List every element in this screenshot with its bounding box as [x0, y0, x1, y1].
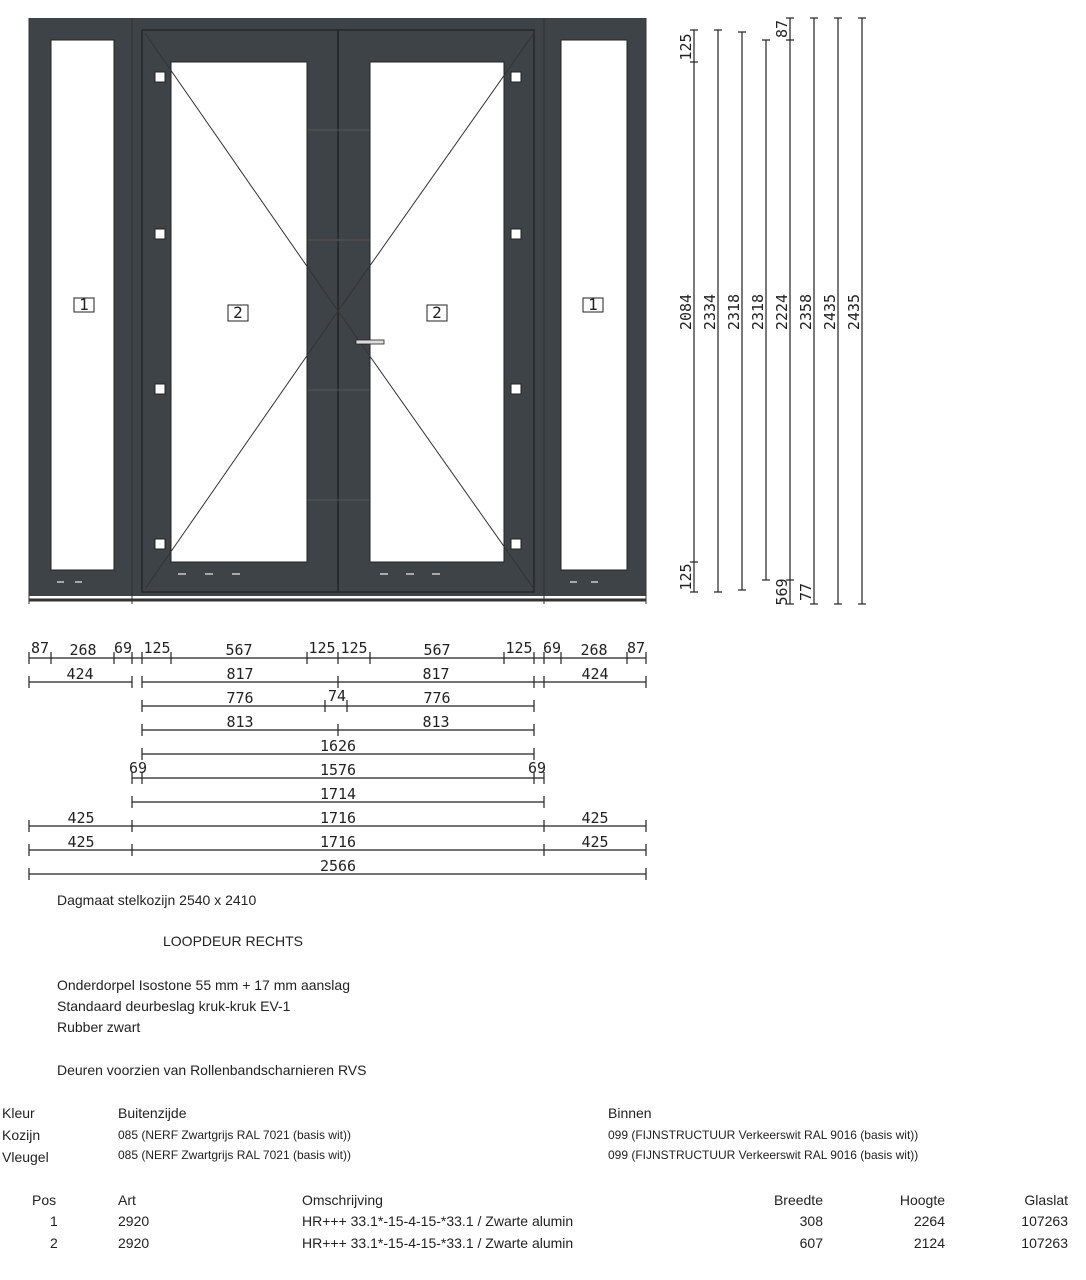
cell-glaslat: 107263 [1021, 1213, 1068, 1229]
vdim-2318-b: 2318 [749, 293, 767, 331]
hdim-r6-3: 69 [527, 759, 547, 777]
cell-pos: 2 [50, 1235, 58, 1251]
pane-tag-3: 2 [432, 303, 442, 322]
cell-hoogte: 2264 [913, 1213, 945, 1229]
vdim-2358: 2358 [797, 293, 815, 331]
kleur-label: Kleur [2, 1105, 35, 1121]
hdim-r1-5: 567 [225, 641, 253, 659]
vdim-125-bottom: 125 [677, 563, 695, 591]
horizontal-dimension-labels [31, 639, 645, 875]
hdim-r3-2: 74 [327, 687, 347, 705]
vleugel-buiten: 085 (NERF Zwartgrijs RAL 7021 (basis wit)) [118, 1148, 351, 1162]
hdim-r5-1: 1626 [319, 737, 357, 755]
vdim-87: 87 [773, 19, 791, 39]
vdim-2435-b: 2435 [845, 293, 863, 331]
vdim-2334: 2334 [701, 293, 719, 331]
kozijn-label: Kozijn [2, 1127, 41, 1143]
pane-tag-1: 1 [79, 295, 89, 314]
hdim-r1-11: 268 [580, 641, 608, 659]
note-loopdeur: LOOPDEUR RECHTS [163, 933, 304, 949]
kozijn-binnen: 099 (FIJNSTRUCTUUR Verkeerswit RAL 9016 (basis wit)) [608, 1128, 919, 1142]
hdim-r1-7: 125 [340, 639, 368, 657]
note-rubber: Rubber zwart [57, 1019, 141, 1035]
note-dagmaat: Dagmaat stelkozijn 2540 x 2410 [57, 892, 257, 908]
hdim-r8-2: 1716 [319, 809, 357, 827]
th-pos: Pos [32, 1192, 57, 1208]
note-onderdorpel: Onderdorpel Isostone 55 mm + 17 mm aanslag [57, 977, 350, 993]
vdim-2224: 2224 [773, 293, 791, 331]
pane-tag-2: 2 [233, 303, 243, 322]
hdim-r6-2: 1576 [319, 761, 357, 779]
hdim-r6-1: 69 [128, 759, 148, 777]
pane-tag-4: 1 [588, 295, 598, 314]
hdim-r1-9: 125 [505, 639, 533, 657]
cell-hoogte: 2124 [913, 1235, 945, 1251]
hdim-r1-12: 87 [626, 639, 646, 657]
hdim-r1-6: 125 [308, 639, 336, 657]
hdim-r9-2: 1716 [319, 833, 357, 851]
hdim-r2-3: 817 [422, 665, 450, 683]
vertical-dimension-labels [677, 20, 863, 606]
th-breedte: Breedte [773, 1192, 823, 1208]
hdim-r7-1: 1714 [319, 785, 357, 803]
cell-breedte: 308 [799, 1213, 823, 1229]
hdim-r3-3: 776 [423, 689, 451, 707]
cell-glaslat: 107263 [1021, 1235, 1068, 1251]
cell-omschrijving: HR+++ 33.1*-15-4-15-*33.1 / Zwarte alumin [302, 1213, 574, 1229]
vdim-2084: 2084 [677, 293, 695, 331]
vleugel-label: Vleugel [2, 1149, 49, 1165]
vdim-2318-a: 2318 [725, 293, 743, 331]
hdim-r1-3: 69 [113, 639, 133, 657]
cell-omschrijving: HR+++ 33.1*-15-4-15-*33.1 / Zwarte alumin [302, 1235, 574, 1251]
cell-art: 2920 [118, 1235, 150, 1251]
hdim-r4-1: 813 [226, 713, 254, 731]
hdim-r10-1: 2566 [319, 857, 357, 875]
hdim-r8-1: 425 [67, 809, 95, 827]
cell-pos: 1 [50, 1213, 58, 1229]
th-hoogte: Hoogte [899, 1192, 945, 1208]
cell-art: 2920 [118, 1213, 150, 1229]
kozijn-buiten: 085 (NERF Zwartgrijs RAL 7021 (basis wit)) [118, 1128, 351, 1142]
hdim-r4-2: 813 [422, 713, 450, 731]
th-omschrijving: Omschrijving [302, 1192, 383, 1208]
th-glaslat: Glaslat [1024, 1192, 1068, 1208]
hdim-r2-4: 424 [581, 665, 609, 683]
hdim-r3-1: 776 [226, 689, 254, 707]
note-scharnieren: Deuren voorzien van Rollenbandscharnieren RVS [57, 1062, 367, 1078]
hdim-r8-3: 425 [581, 809, 609, 827]
hdim-r1-2: 268 [69, 641, 97, 659]
hdim-r1-1: 87 [30, 639, 50, 657]
hdim-r9-3: 425 [581, 833, 609, 851]
note-beslag: Standaard deurbeslag kruk-kruk EV-1 [57, 998, 291, 1014]
vleugel-binnen: 099 (FIJNSTRUCTUUR Verkeerswit RAL 9016 (basis wit)) [608, 1148, 919, 1162]
vdim-125-top: 125 [677, 33, 695, 61]
door-handle-icon [356, 340, 384, 344]
hdim-r1-10: 69 [542, 639, 562, 657]
cell-breedte: 607 [799, 1235, 823, 1251]
vdim-569: 569 [773, 578, 791, 606]
th-art: Art [118, 1192, 136, 1208]
hdim-r2-2: 817 [226, 665, 254, 683]
vdim-2435-a: 2435 [821, 293, 839, 331]
buitenzijde-header: Buitenzijde [118, 1105, 187, 1121]
hdim-r1-8: 567 [423, 641, 451, 659]
vdim-77: 77 [797, 582, 815, 602]
hdim-r1-4: 125 [143, 639, 171, 657]
hdim-r9-1: 425 [67, 833, 95, 851]
hdim-r2-1: 424 [66, 665, 94, 683]
binnen-header: Binnen [608, 1105, 652, 1121]
